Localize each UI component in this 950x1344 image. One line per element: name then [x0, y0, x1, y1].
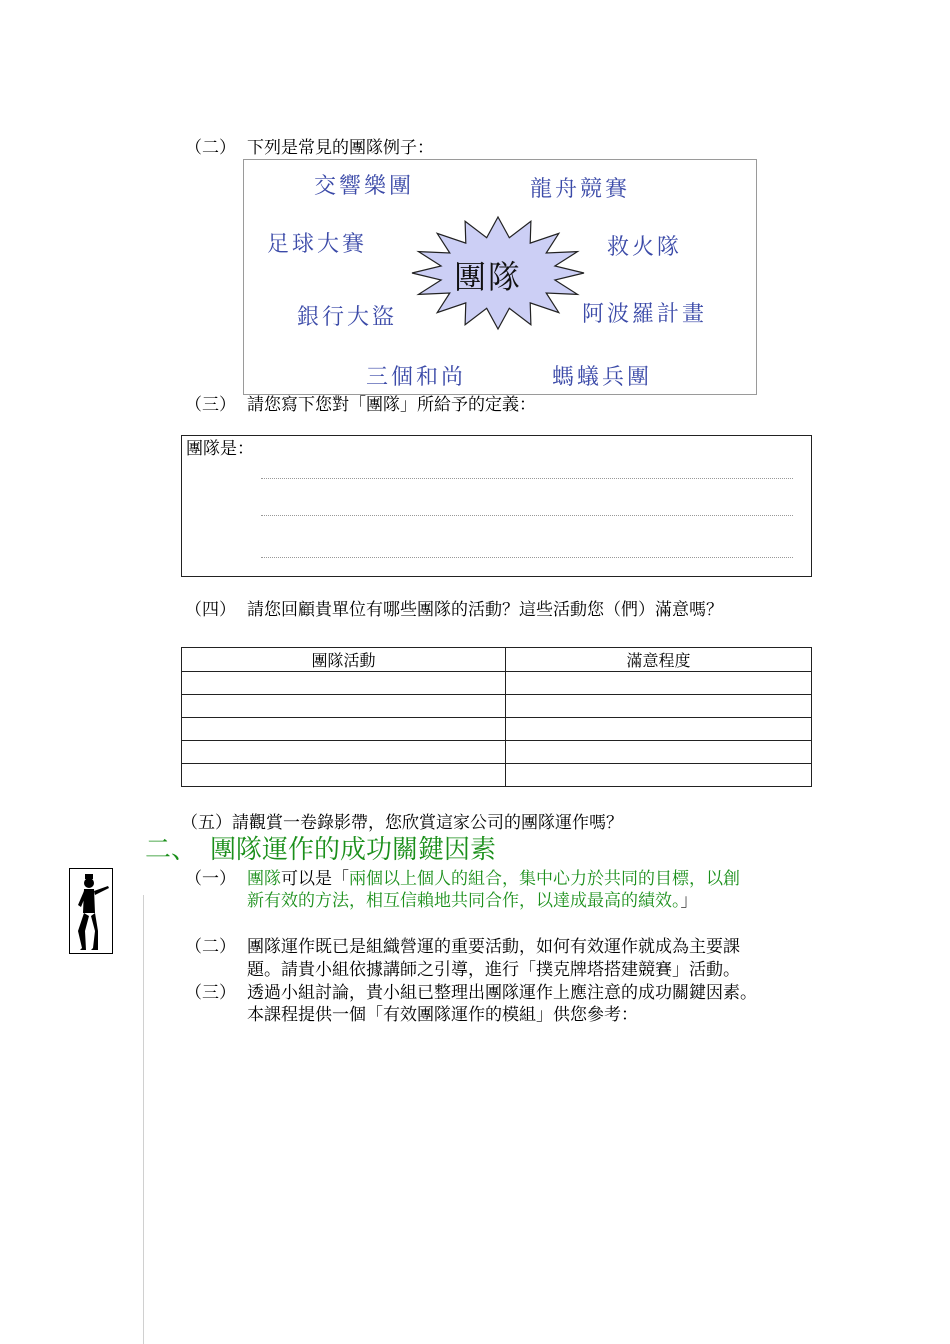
definition-writing-line-1[interactable] [261, 478, 793, 479]
activity-cell[interactable] [182, 695, 506, 718]
table-row [182, 741, 812, 764]
activity-cell[interactable] [182, 764, 506, 787]
item-1-number: （一） [185, 869, 236, 889]
definition-writing-line-2[interactable] [261, 515, 793, 516]
header-team-activity: 團隊活動 [182, 648, 506, 672]
item-1-end: 」 [680, 891, 698, 911]
diagram-word-bank-robbers: 銀行大盜 [297, 305, 398, 330]
item-3-text-1: 透過小組討論，貴小組已整理出團隊運作上應注意的成功關鍵因素。 [247, 983, 757, 1003]
satisfaction-cell[interactable] [506, 718, 812, 741]
satisfaction-cell[interactable] [506, 672, 812, 695]
table-row [182, 695, 812, 718]
section-4-text: 請您回顧貴單位有哪些團隊的活動？這些活動您（們）滿意嗎？ [247, 600, 723, 620]
item-3-number: （三） [185, 983, 236, 1003]
team-definition-box[interactable] [181, 435, 812, 577]
definition-label: 團隊是： [186, 439, 254, 459]
item-1-keyword: 團隊 [247, 869, 281, 889]
activity-cell[interactable] [182, 718, 506, 741]
section-4-number: （四） [185, 600, 236, 620]
pointing-man-icon [70, 869, 112, 953]
item-1-line-1 [185, 867, 740, 891]
item-2-text-1: 團隊運作既已是組織營運的重要活動，如何有效運作就成為主要課 [247, 937, 740, 957]
item-2-line-1 [185, 935, 740, 959]
team-activity-table [181, 647, 812, 787]
table-row [182, 718, 812, 741]
item-1-line-2 [247, 889, 698, 913]
section-2-text: 下列是常見的團隊例子： [247, 138, 434, 158]
section-3-number: （三） [185, 395, 236, 415]
item-1-definition-part-1: 兩個以上個人的組合，集中心力於共同的目標，以創 [349, 869, 740, 889]
table-header-row [182, 648, 812, 672]
item-3-line-2: 本課程提供一個「有效團隊運作的模組」供您參考： [247, 1005, 638, 1025]
diagram-center-label: 團隊 [454, 258, 523, 296]
item-1-plain: 可以是「 [281, 869, 349, 889]
satisfaction-cell[interactable] [506, 764, 812, 787]
satisfaction-cell[interactable] [506, 695, 812, 718]
section-2-number: （二） [185, 138, 236, 158]
table-row [182, 764, 812, 787]
section-5-line: （五）請觀賞一卷錄影帶，您欣賞這家公司的團隊運作嗎？ [181, 813, 623, 833]
item-3-line-1 [185, 981, 757, 1005]
chapter-heading: 二、 團隊運作的成功關鍵因素 [145, 835, 497, 865]
margin-rule [143, 895, 144, 1344]
activity-cell[interactable] [182, 741, 506, 764]
item-2-number: （二） [185, 937, 236, 957]
team-examples-diagram [243, 159, 757, 395]
header-satisfaction: 滿意程度 [506, 648, 812, 672]
activity-cell[interactable] [182, 672, 506, 695]
table-row [182, 672, 812, 695]
diagram-word-apollo: 阿波羅計畫 [582, 302, 708, 327]
section-3-text: 請您寫下您對「團隊」所給予的定義： [247, 395, 536, 415]
diagram-word-orchestra: 交響樂團 [314, 174, 415, 199]
satisfaction-cell[interactable] [506, 741, 812, 764]
diagram-word-ant-army: 螞蟻兵團 [552, 365, 653, 390]
item-1-definition-part-2: 新有效的方法，相互信賴地共同合作，以達成最高的績效。 [247, 891, 681, 911]
pointing-man-figure [69, 868, 113, 954]
section-2-line [185, 136, 434, 160]
definition-writing-line-3[interactable] [261, 557, 793, 558]
item-2-line-2: 題。請貴小組依據講師之引導，進行「撲克牌塔搭建競賽」活動。 [247, 960, 740, 980]
section-4-line [185, 598, 723, 622]
diagram-word-three-monks: 三個和尚 [366, 365, 467, 390]
diagram-word-fire-brigade: 救火隊 [607, 235, 683, 260]
diagram-word-football: 足球大賽 [267, 232, 368, 257]
section-3-line [185, 393, 536, 417]
diagram-word-dragon-boat: 龍舟競賽 [530, 177, 631, 202]
